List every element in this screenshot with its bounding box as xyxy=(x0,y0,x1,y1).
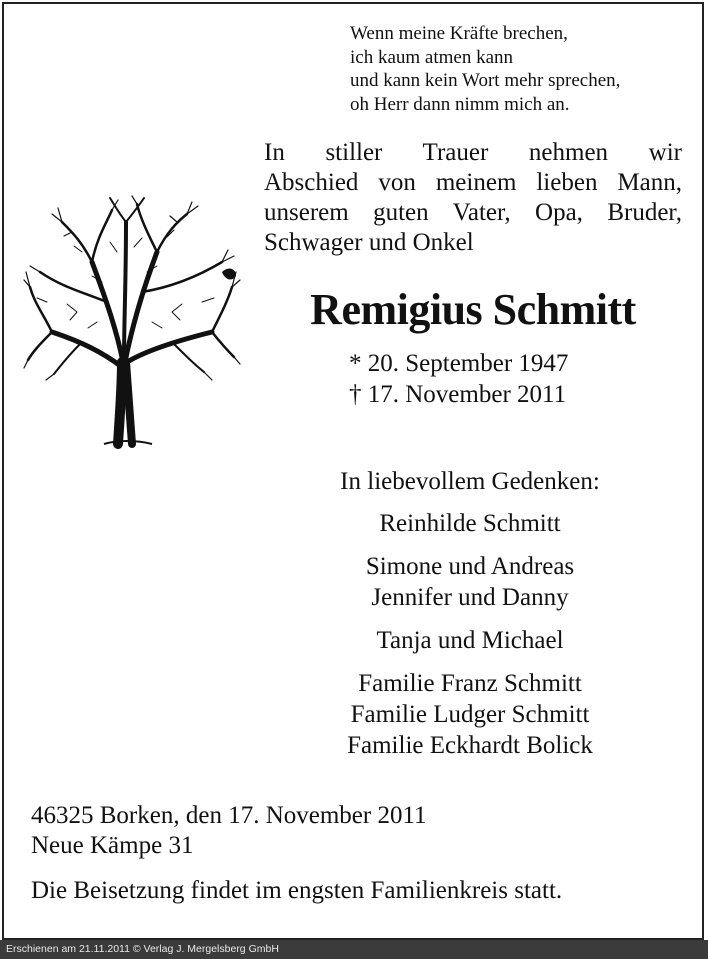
mourners-heading: In liebevollem Gedenken: xyxy=(340,468,600,495)
poem-line: und kann kein Wort mehr sprechen, xyxy=(350,70,621,91)
life-dates xyxy=(349,348,669,410)
deceased-name: Remigius Schmitt xyxy=(310,285,636,334)
mourner-name: Reinhilde Schmitt xyxy=(379,510,561,537)
mourner-name: Familie Eckhardt Bolick xyxy=(347,732,593,759)
mourner-name: Simone und Andreas xyxy=(365,553,575,580)
intro-text xyxy=(264,138,682,258)
mourner-group xyxy=(270,508,670,539)
intro-line: Abschied von meinem lieben Mann, xyxy=(264,169,682,196)
mourner-name: Jennifer und Danny xyxy=(371,584,569,611)
poem xyxy=(350,22,690,116)
intro-line: In stiller Trauer nehmen wir xyxy=(264,139,682,166)
mourner-name: Familie Ludger Schmitt xyxy=(350,701,590,728)
intro-line: Schwager und Onkel xyxy=(264,229,474,256)
address: Neue Kämpe 31 xyxy=(31,832,194,859)
place-and-address xyxy=(31,801,691,861)
poem-line: oh Herr dann nimm mich an. xyxy=(350,93,570,115)
mourner-group xyxy=(270,551,670,613)
poem-line: ich kaum atmen kann xyxy=(350,46,514,68)
mourner-name: Familie Franz Schmitt xyxy=(358,670,582,697)
publication-credit: Erschienen am 21.11.2011 © Verlag J. Mergelsberg GmbH xyxy=(0,940,708,959)
mourner-name: Tanja und Michael xyxy=(376,627,564,654)
poem-line: Wenn meine Kräfte brechen, xyxy=(350,23,568,44)
mourners xyxy=(270,466,670,761)
death-date: † 17. November 2011 xyxy=(349,381,567,408)
mourner-group xyxy=(270,625,670,656)
intro-line: unserem guten Vater, Opa, Bruder, xyxy=(264,199,682,226)
burial-note: Die Beisetzung findet im engsten Familienkreis statt. xyxy=(31,877,563,904)
tree-icon xyxy=(22,192,244,450)
mourner-group xyxy=(270,668,670,761)
birth-date: * 20. September 1947 xyxy=(349,350,569,377)
place-date: 46325 Borken, den 17. November 2011 xyxy=(31,802,427,829)
